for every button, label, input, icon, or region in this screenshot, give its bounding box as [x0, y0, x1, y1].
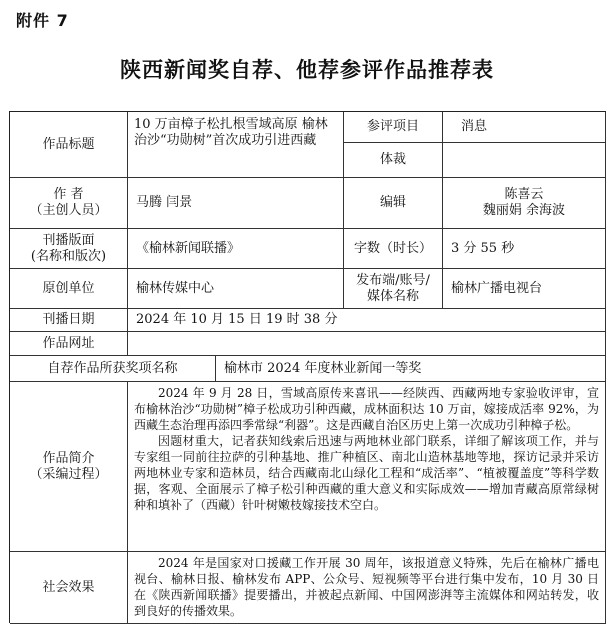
award-value: 榆林市 2024 年度林业新闻一等奖 [216, 356, 606, 382]
summary-text [128, 382, 606, 552]
effect-text [128, 552, 606, 624]
effect-paragraph-1: 2024 年是国家对口援藏工作开展 30 周年，该报道意义特殊，先后在榆林广播电视台、榆林日报、榆林发布 APP、公众号、短视频等平台进行集中发布，10 月 30 日在《陕西新闻联播》提要播出，并被起点新闻、中国网澎湃等主流媒体和网站转发，收到良好的传播效果。 [134, 556, 599, 618]
length-value: 3 分 55 秒 [443, 229, 606, 269]
editor-value-line1: 陈喜云 [504, 187, 544, 202]
effect-label: 社会效果 [10, 552, 128, 624]
work-title-value: 10 万亩樟子松扎根雪域高原 榆林治沙“功勋树”首次成功引进西藏 [128, 112, 344, 178]
recommendation-table [9, 111, 606, 623]
publish-label [10, 229, 128, 269]
url-label: 作品网址 [10, 332, 128, 356]
editor-value-line2: 魏丽娟 余海波 [482, 203, 566, 218]
page-title: 陕西新闻奖自荐、他荐参评作品推荐表 [120, 57, 494, 82]
category-value: 消息 [443, 112, 606, 143]
platform-label: 发布端/账号/媒体名称 [344, 269, 443, 309]
publish-label-line2: (名称和版次) [30, 248, 107, 264]
author-label [10, 178, 128, 229]
editor-label: 编辑 [344, 178, 443, 229]
editor-value [443, 178, 606, 229]
date-label: 刊播日期 [10, 309, 128, 332]
publish-value: 《榆林新闻联播》 [128, 229, 344, 269]
date-value: 2024 年 10 月 15 日 19 时 38 分 [128, 309, 606, 332]
author-label-line2: （主创人员） [29, 203, 108, 218]
category-label: 参评项目 [344, 112, 443, 143]
url-value [128, 332, 606, 356]
summary-label [10, 382, 128, 552]
summary-label-line1: 作品简介 [42, 450, 95, 466]
award-label: 自荐作品所获奖项名称 [10, 356, 216, 382]
genre-label: 体裁 [344, 143, 443, 178]
summary-paragraph-1: 2024 年 9 月 28 日，雪域高原传来喜讯——经陕西、西藏两地专家验收评审，宣布榆林治沙“功勋树”樟子松成功引种西藏，成林面积达 10 万亩，嫁接成活率 92%，为西藏生态治理再添四季常绿“利器”。这是西藏自治区历史上第一次成功引种樟子松。 [134, 386, 599, 432]
unit-label: 原创单位 [10, 269, 128, 309]
platform-value: 榆林广播电视台 [443, 269, 606, 309]
genre-value [443, 143, 606, 178]
summary-label-line2: （采编过程） [29, 466, 108, 482]
unit-value: 榆林传媒中心 [128, 269, 344, 309]
publish-label-line1: 刊播版面 [42, 232, 95, 248]
length-label: 字数（时长） [344, 229, 443, 269]
author-label-line1: 作 者 [53, 187, 84, 202]
summary-paragraph-2: 因题材重大，记者获知线索后迅速与两地林业部门联系，详细了解该项工作，并与专家组一同前往拉萨的引种基地、推广种植区、南北山造林基地等地，探访记录并采访两地林业专家和造林员，结合西藏南北山绿化工程和“成活率”、“植被覆盖度”等科学数据，客观、全面展示了樟子松引种西藏的重大意义和实际成效——增加青藏高原常绿树种和填补了（西藏）针叶树嫩枝嫁接技术空白。 [134, 434, 599, 512]
author-value: 马腾 闫景 [128, 178, 344, 229]
work-title-label: 作品标题 [10, 112, 128, 178]
attachment-label: 附件 7 [16, 11, 69, 30]
